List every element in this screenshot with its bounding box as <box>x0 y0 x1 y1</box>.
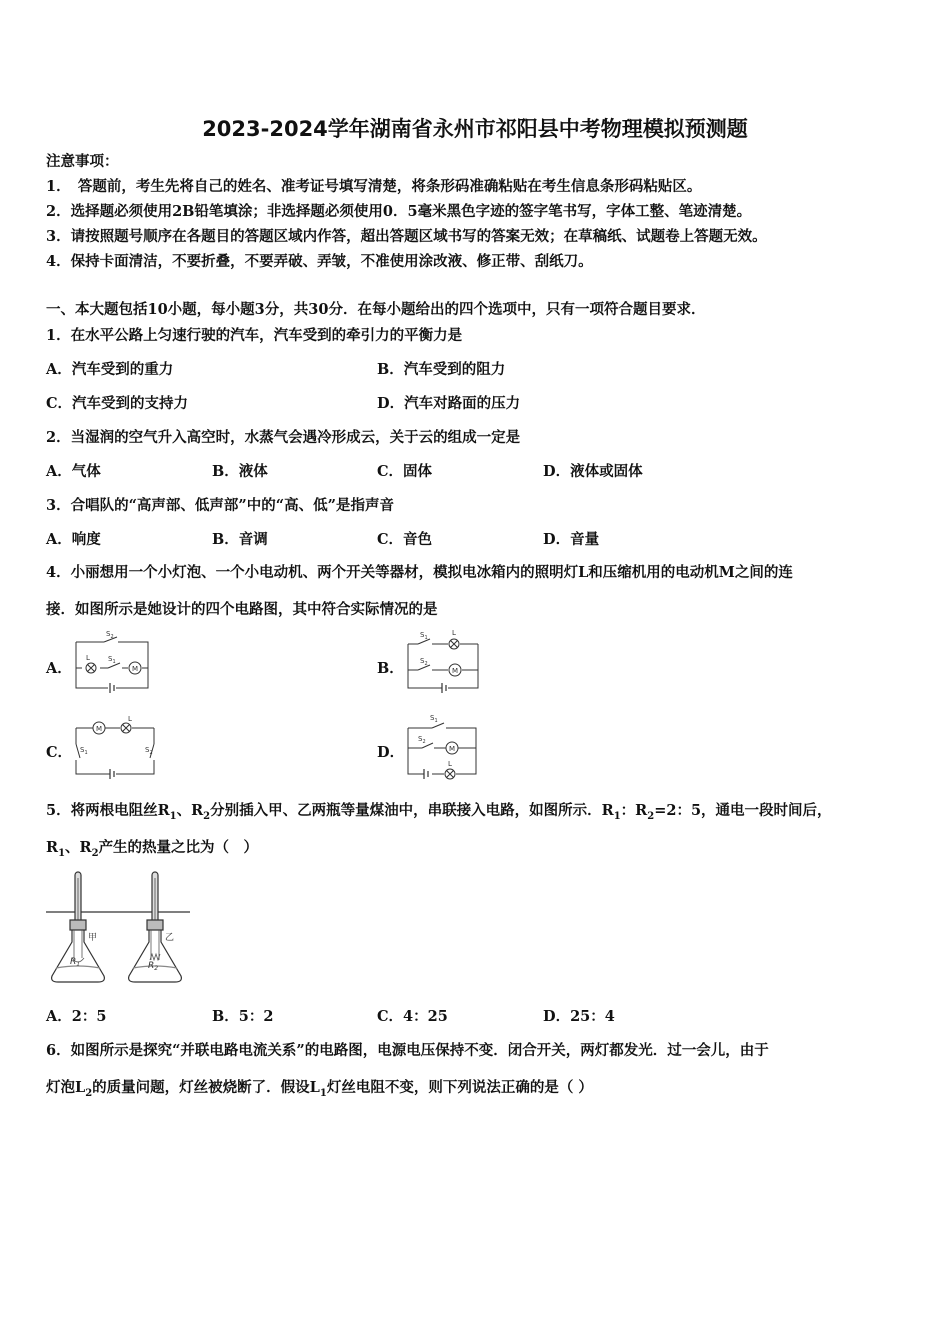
q2-option-b[interactable]: B．液体 <box>212 463 268 480</box>
q3-option-d[interactable]: D．音量 <box>543 531 600 548</box>
q1-stem: 1．在水平公路上匀速行驶的汽车，汽车受到的牵引力的平衡力是 <box>46 327 463 344</box>
svg-text:R2: $R_2$ <box>148 961 159 972</box>
q4-option-a[interactable]: A． <box>46 660 72 677</box>
q2-option-a[interactable]: A．气体 <box>46 463 101 480</box>
q5-option-a[interactable]: A．2：5 <box>46 1008 107 1025</box>
q3-option-a[interactable]: A．响度 <box>46 531 101 548</box>
notice-item-2: 2．选择题必须使用2B铅笔填涂；非选择题必须使用0．5毫米黑色字迹的签字笔书写，字体工整、笔迹清楚。 <box>46 203 752 220</box>
q5-stem-line1: 5．将两根电阻丝$R_1$、$R_2$分别插入甲、乙两瓶等量煤油中，串联接入电路，如图所示．$R_1$：$R_2=2$：5，通电一段时间后， <box>46 802 832 822</box>
svg-text:R1: $R_1$ <box>70 957 81 968</box>
svg-text:S1: $S_1$ <box>420 631 428 641</box>
q3-stem: 3．合唱队的“高声部、低声部”中的“高、低”是指声音 <box>46 497 394 514</box>
q6-stem-line1: 6．如图所示是探究“并联电路电流关系”的电路图，电源电压保持不变．闭合开关，两灯都发光．过一会儿，由于 <box>46 1042 769 1059</box>
circuit-d-s1: S <box>430 714 435 722</box>
circuit-d-motor-label: M <box>449 745 456 753</box>
section-1-heading: 一、本大题包括10小题，每小题3分，共30分．在每小题给出的四个选项中，只有一项符合题目要求． <box>46 301 706 318</box>
flask-left-resistor: R <box>70 957 77 967</box>
circuit-diagram-b <box>400 630 484 696</box>
q1-option-a[interactable]: A．汽车受到的重力 <box>46 361 174 378</box>
svg-text:S2: $S_2$ <box>106 630 114 640</box>
flask-right-label: 乙 <box>165 933 175 943</box>
q6-stem-line2: 灯泡$L_2$的质量问题，灯丝被烧断了．假设$L_1$灯丝电阻不变，则下列说法正确的是（ ） <box>46 1079 593 1099</box>
q5-stem-line2: $R_1$、$R_2$产生的热量之比为（ ） <box>46 839 259 859</box>
q4-stem-line1: 4．小丽想用一个小灯泡、一个小电动机、两个开关等器材，模拟电冰箱内的照明灯L和压缩机用的电动机M之间的连 <box>46 564 793 581</box>
notice-heading: 注意事项： <box>46 153 119 170</box>
q4-option-c[interactable]: C． <box>46 744 73 761</box>
flask-left-label: 甲 <box>88 933 98 943</box>
notice-item-4: 4．保持卡面清洁，不要折叠，不要弄破、弄皱，不准使用涂改液、修正带、刮纸刀。 <box>46 253 593 270</box>
circuit-diagram-d <box>400 714 484 784</box>
circuit-a-lamp-label: L <box>86 654 90 662</box>
q1-option-d[interactable]: D．汽车对路面的压力 <box>377 395 521 412</box>
circuit-b-lamp-label: L <box>452 630 456 637</box>
circuit-diagram-c <box>70 714 160 780</box>
circuit-diagram-a <box>70 630 154 696</box>
circuit-a-motor-label: M <box>132 665 139 673</box>
q4-option-d[interactable]: D． <box>377 744 405 761</box>
circuit-c-motor-label: M <box>96 725 103 733</box>
svg-text:S2: $S_2$ <box>145 746 153 756</box>
q5-option-c[interactable]: C．4：25 <box>377 1008 448 1025</box>
notice-item-1: 1． 答题前，考生先将自己的姓名、准考证号填写清楚，将条形码准确粘贴在考生信息条形码粘贴区。 <box>46 178 702 195</box>
circuit-a-s1: S <box>108 655 113 663</box>
svg-text:S2: $S_2$ <box>418 735 426 745</box>
svg-text:S1: $S_1$ <box>80 746 88 756</box>
circuit-b-motor-label: M <box>452 667 459 675</box>
notice-item-3: 3．请按照题号顺序在各题目的答题区域内作答，超出答题区域书写的答案无效；在草稿纸、试题卷上答题无效。 <box>46 228 767 245</box>
svg-text:S1: $S_1$ <box>430 714 438 724</box>
svg-text:S1: $S_1$ <box>108 655 116 665</box>
q4-stem-line2: 接．如图所示是她设计的四个电路图，其中符合实际情况的是 <box>46 601 438 618</box>
circuit-c-s1: S <box>80 746 85 754</box>
q3-option-c[interactable]: C．音色 <box>377 531 433 548</box>
q2-stem: 2．当湿润的空气升入高空时，水蒸气会遇冷形成云，关于云的组成一定是 <box>46 429 521 446</box>
q5-option-b[interactable]: B．5：2 <box>212 1008 274 1025</box>
page-title: 2023-2024学年湖南省永州市祁阳县中考物理模拟预测题 <box>202 117 748 141</box>
q3-option-b[interactable]: B．音调 <box>212 531 268 548</box>
q4-option-b[interactable]: B． <box>377 660 404 677</box>
q1-option-b[interactable]: B．汽车受到的阻力 <box>377 361 506 378</box>
flask-right-resistor: R <box>148 961 155 971</box>
flask-diagram <box>44 868 194 988</box>
circuit-a-s2: S <box>106 630 111 638</box>
q5-option-d[interactable]: D．25：4 <box>543 1008 615 1025</box>
q1-option-c[interactable]: C．汽车受到的支持力 <box>46 395 189 412</box>
svg-text:S2: $S_2$ <box>420 657 428 667</box>
circuit-c-s2: S <box>145 746 150 754</box>
circuit-c-lamp-label: L <box>128 715 132 723</box>
circuit-b-s2: S <box>420 657 425 665</box>
circuit-d-s2: S <box>418 735 423 743</box>
q2-option-d[interactable]: D．液体或固体 <box>543 463 643 480</box>
circuit-b-s1: S <box>420 631 425 639</box>
circuit-d-lamp-label: L <box>448 760 452 768</box>
q2-option-c[interactable]: C．固体 <box>377 463 433 480</box>
